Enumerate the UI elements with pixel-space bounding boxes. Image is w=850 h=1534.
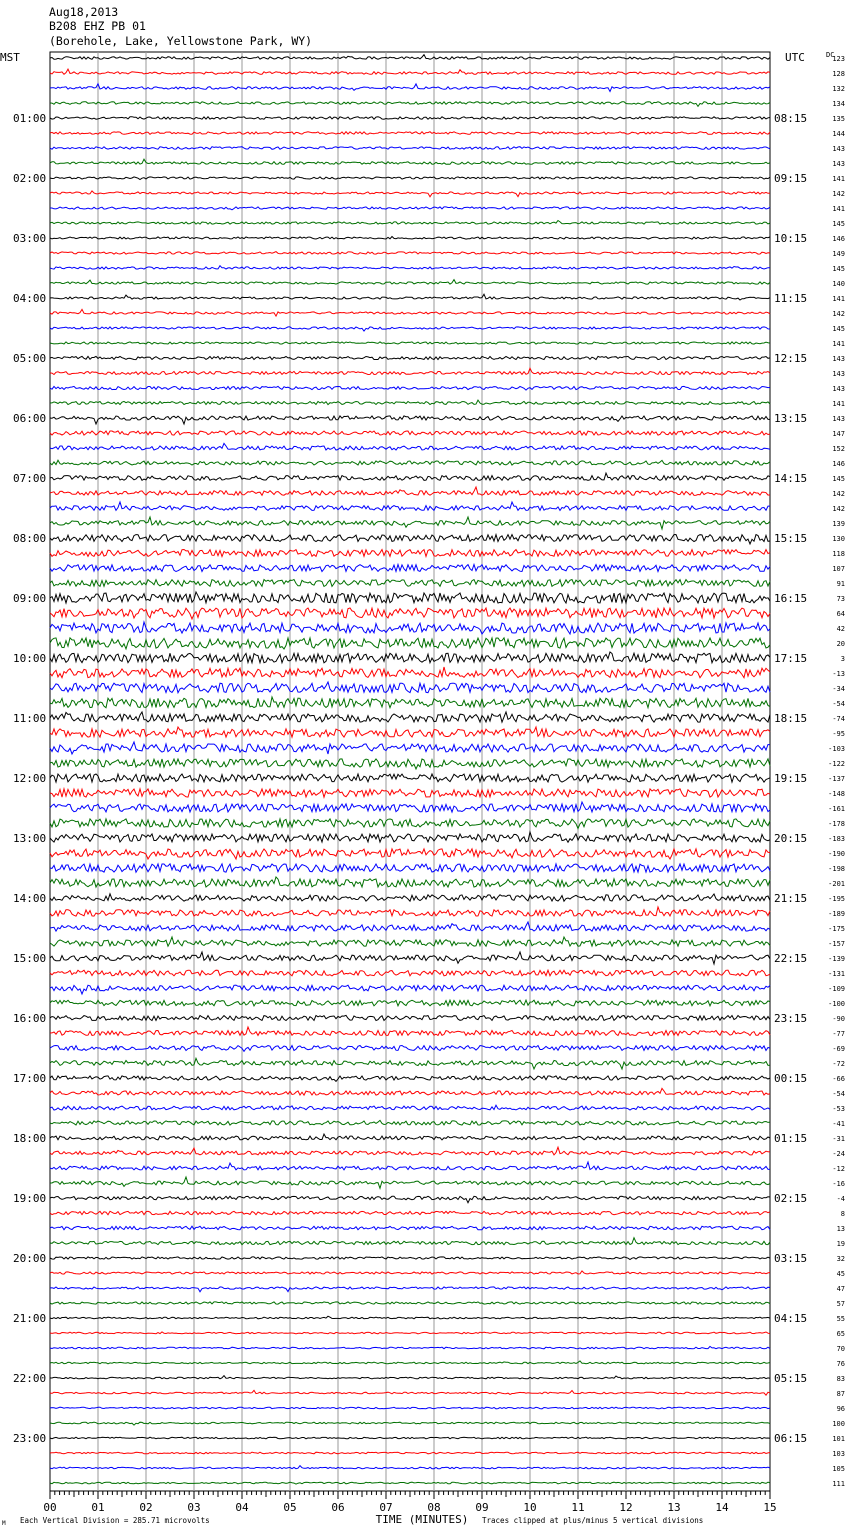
dc-offset-label: -69 [832,1045,845,1053]
dc-offset-label: 147 [832,430,845,438]
mst-hour-label: 19:00 [13,1192,47,1205]
trace-line [50,342,770,344]
trace-line [50,1000,770,1006]
dc-offset-label: 70 [836,1345,845,1353]
dc-offset-label: -190 [828,850,845,858]
time-tick-label: 06 [331,1501,345,1514]
trace-line [50,1211,770,1215]
dc-offset-label: -31 [832,1135,845,1143]
trace-line [50,1177,770,1188]
dc-offset-label: 145 [832,475,845,483]
dc-offset-label: 47 [836,1285,845,1293]
trace-line [50,1257,770,1260]
time-tick-label: 15 [763,1501,777,1514]
dc-offset-label: 19 [836,1240,845,1248]
trace-line [50,177,770,180]
trace-line [50,907,770,916]
time-tick-label: 04 [235,1501,249,1514]
dc-offset-label: 149 [832,250,845,258]
time-tick-label: 14 [715,1501,729,1514]
utc-hour-label: 23:15 [774,1012,808,1025]
dc-offset-label: 132 [832,85,845,93]
utc-hour-label: 19:15 [774,772,808,785]
mst-hour-label: 18:00 [13,1132,47,1145]
dc-offset-label: -195 [828,895,845,903]
trace-line [50,55,770,60]
dc-offset-label: 141 [832,340,845,348]
trace-line [50,1238,770,1245]
utc-hour-label: 09:15 [774,172,808,185]
utc-hour-label: 10:15 [774,232,808,245]
trace-line [50,1015,770,1020]
trace-line [50,84,770,92]
trace-line [50,386,770,390]
mst-hour-label: 15:00 [13,952,47,965]
dc-offset-label: -103 [828,745,845,753]
trace-line [50,207,770,210]
trace-line [50,832,770,842]
dc-offset-label: -66 [832,1075,845,1083]
date-label: Aug18,2013 [49,5,119,19]
dc-offset-label: 8 [840,1210,845,1218]
dc-offset-label: 146 [832,460,845,468]
dc-offset-label: 42 [836,625,845,633]
trace-line [50,473,770,480]
trace-line [50,638,770,649]
dc-offset-label: 135 [832,115,845,123]
utc-hour-label: 14:15 [774,472,808,485]
trace-line [50,652,770,663]
utc-hour-label: 06:15 [774,1432,808,1445]
trace-line [50,789,770,797]
utc-hour-label: 00:15 [774,1072,808,1085]
trace-line [50,1120,770,1125]
dc-offset-label: 123 [832,55,845,63]
time-tick-label: 11 [571,1501,585,1514]
footer-scale-note: Each Vertical Division = 285.71 microvolts [20,1516,210,1525]
trace-line [50,1271,770,1274]
time-tick-label: 01 [91,1501,105,1514]
trace-line [50,937,770,946]
utc-hour-label: 05:15 [774,1372,808,1385]
time-tick-label: 00 [43,1501,57,1514]
trace-line [50,400,770,405]
trace-line [50,266,770,269]
trace-line [50,1196,770,1203]
mst-hour-label: 09:00 [13,592,47,605]
trace-line [50,774,770,782]
mst-hour-label: 04:00 [13,292,47,305]
trace-line [50,1390,770,1395]
trace-line [50,608,770,619]
mst-hour-label: 22:00 [13,1372,47,1385]
dc-offset-label: -74 [832,715,845,723]
dc-offset-label: 45 [836,1270,845,1278]
dc-offset-label: 13 [836,1225,845,1233]
dc-offset-label: 73 [836,595,845,603]
trace-line [50,460,770,465]
dc-offset-label: 100 [832,1420,845,1428]
mst-hour-label: 16:00 [13,1012,47,1025]
dc-offset-label: 152 [832,445,845,453]
dc-offset-label: 140 [832,280,845,288]
utc-hour-label: 13:15 [774,412,808,425]
mst-hour-label: 17:00 [13,1072,47,1085]
time-tick-label: 09 [475,1501,489,1514]
dc-offset-label: -77 [832,1030,845,1038]
dc-offset-label: -148 [828,790,845,798]
dc-offset-label: -54 [832,700,845,708]
trace-line [50,1226,770,1230]
dc-offset-label: 141 [832,295,845,303]
utc-hour-label: 03:15 [774,1252,808,1265]
trace-line [50,550,770,557]
dc-offset-label: -72 [832,1060,845,1068]
trace-line [50,517,770,529]
utc-hour-label: 22:15 [774,952,808,965]
utc-hour-label: 20:15 [774,832,808,845]
trace-line [50,102,770,107]
trace-line [50,1105,770,1110]
mst-hour-label: 08:00 [13,532,47,545]
trace-line [50,147,770,150]
dc-offset-label: -13 [832,670,845,678]
mst-hour-label: 01:00 [13,112,47,125]
utc-hour-label: 08:15 [774,112,808,125]
utc-hour-label: 17:15 [774,652,808,665]
time-tick-label: 07 [379,1501,393,1514]
utc-label: UTC [785,51,805,64]
dc-offset-label: 3 [840,655,845,663]
dc-offset-label: 83 [836,1375,845,1383]
trace-line [50,1466,770,1469]
dc-offset-label: -131 [828,970,845,978]
dc-offset-label: 76 [836,1360,845,1368]
dc-offset-label: 103 [832,1450,845,1458]
trace-line [50,280,770,285]
dc-offset-label: 143 [832,415,845,423]
trace-line [50,970,770,976]
station-label: B208 EHZ PB 01 [49,19,146,33]
utc-hour-label: 18:15 [774,712,808,725]
trace-line [50,309,770,316]
trace-line [50,294,770,300]
dc-offset-label: -24 [832,1150,845,1158]
trace-line [50,742,770,754]
dc-offset-label: -54 [832,1090,845,1098]
dc-offset-label: 134 [832,100,845,108]
dc-offset-label: -183 [828,835,845,843]
dc-offset-label: -95 [832,730,845,738]
time-tick-label: 02 [139,1501,153,1514]
mst-hour-label: 13:00 [13,832,47,845]
trace-line [50,922,770,931]
dc-offset-label: 87 [836,1390,845,1398]
trace-line [50,1482,770,1484]
dc-offset-label: -122 [828,760,845,768]
dc-offset-label: 145 [832,265,845,273]
trace-line [50,802,770,812]
trace-line [50,985,770,994]
dc-offset-label: 128 [832,70,845,78]
dc-offset-label: -178 [828,820,845,828]
trace-line [50,697,770,708]
dc-offset-label: -4 [836,1195,845,1203]
dc-offset-label: 144 [832,130,845,138]
trace-line [50,682,770,693]
location-label: (Borehole, Lake, Yellowstone Park, WY) [49,34,313,48]
dc-offset-label: -175 [828,925,845,933]
dc-offset-label: 64 [836,610,845,618]
dc-offset-label: 101 [832,1435,845,1443]
trace-line [50,221,770,225]
dc-offset-label: 96 [836,1405,845,1413]
dc-offset-label: 143 [832,370,845,378]
time-tick-label: 08 [427,1501,441,1514]
trace-line [50,1134,770,1140]
mst-hour-label: 10:00 [13,652,47,665]
trace-line [50,132,770,135]
trace-line [50,356,770,359]
utc-hour-label: 21:15 [774,892,808,905]
dc-offset-label: -157 [828,940,845,948]
dc-offset-label: 91 [836,580,845,588]
dc-offset-label: 141 [832,205,845,213]
trace-line [50,565,770,572]
trace-line [50,712,770,722]
dc-offset-label: -41 [832,1120,845,1128]
trace-line [50,819,770,829]
trace-line [50,1027,770,1036]
mst-label: MST [0,51,20,64]
utc-hour-label: 01:15 [774,1132,808,1145]
mst-hour-label: 06:00 [13,412,47,425]
utc-hour-label: 15:15 [774,532,808,545]
trace-line [50,1346,770,1348]
dc-offset-label: 143 [832,385,845,393]
dc-offset-label: -189 [828,910,845,918]
x-axis-label: TIME (MINUTES) [375,1513,469,1526]
trace-line [50,727,770,737]
dc-offset-label: 143 [832,145,845,153]
mst-hour-label: 23:00 [13,1432,47,1445]
trace-line [50,487,770,495]
dc-offset-label: 20 [836,640,845,648]
trace-line [50,1076,770,1082]
trace-line [50,443,770,450]
time-tick-label: 10 [523,1501,537,1514]
trace-line [50,1452,770,1454]
mst-hour-label: 14:00 [13,892,47,905]
time-tick-label: 13 [667,1501,681,1514]
dc-offset-label: 57 [836,1300,845,1308]
utc-hour-label: 12:15 [774,352,808,365]
dc-offset-label: 105 [832,1465,845,1473]
trace-line [50,1407,770,1409]
dc-offset-label: -12 [832,1165,845,1173]
trace-line [50,592,770,603]
trace-line [50,416,770,424]
dc-offset-label: -137 [828,775,845,783]
dc-offset-label: -139 [828,955,845,963]
corner-mark: M [2,1520,6,1527]
utc-hour-label: 11:15 [774,292,808,305]
dc-offset-label: -16 [832,1180,845,1188]
utc-hour-label: 16:15 [774,592,808,605]
trace-line [50,69,770,74]
mst-hour-label: 07:00 [13,472,47,485]
trace-line [50,237,770,240]
trace-line [50,1287,770,1292]
trace-line [50,1046,770,1052]
mst-hour-label: 20:00 [13,1252,47,1265]
trace-line [50,759,770,769]
footer-clip-note: Traces clipped at plus/minus 5 vertical divisions [482,1516,704,1525]
trace-line [50,1162,770,1170]
utc-hour-label: 04:15 [774,1312,808,1325]
dc-offset-label: 107 [832,565,845,573]
dc-offset-label: -201 [828,880,845,888]
dc-label: DC [826,51,835,59]
dc-offset-label: 139 [832,520,845,528]
trace-line [50,1376,770,1379]
dc-offset-label: -100 [828,1000,845,1008]
utc-hour-label: 02:15 [774,1192,808,1205]
time-tick-label: 05 [283,1501,297,1514]
trace-line [50,1058,770,1069]
trace-line [50,1088,770,1095]
trace-line [50,252,770,255]
trace-line [50,894,770,901]
trace-line [50,849,770,859]
trace-line [50,864,770,872]
trace-line [50,117,770,120]
dc-offset-label: 141 [832,175,845,183]
trace-line [50,622,770,634]
trace-line [50,1361,770,1364]
mst-hour-label: 03:00 [13,232,47,245]
mst-hour-label: 12:00 [13,772,47,785]
dc-offset-label: 130 [832,535,845,543]
dc-offset-label: 142 [832,505,845,513]
trace-line [50,1302,770,1304]
dc-offset-label: 143 [832,160,845,168]
trace-line [50,1332,770,1334]
dc-offset-label: -34 [832,685,845,693]
dc-offset-label: -53 [832,1105,845,1113]
mst-hour-label: 02:00 [13,172,47,185]
dc-offset-label: 143 [832,355,845,363]
trace-line [50,1316,770,1319]
dc-offset-label: 145 [832,220,845,228]
trace-line [50,580,770,587]
trace-line [50,535,770,545]
trace-line [50,368,770,374]
dc-offset-label: 65 [836,1330,845,1338]
dc-offset-label: 118 [832,550,845,558]
dc-offset-label: 55 [836,1315,845,1323]
trace-line [50,191,770,197]
time-tick-label: 12 [619,1501,633,1514]
trace-line [50,1422,770,1425]
dc-offset-label: -198 [828,865,845,873]
trace-line [50,667,770,678]
trace-line [50,159,770,164]
dc-offset-label: 145 [832,325,845,333]
mst-hour-label: 11:00 [13,712,47,725]
dc-offset-label: 32 [836,1255,845,1263]
dc-offset-label: 111 [832,1480,845,1488]
trace-line [50,502,770,510]
trace-line [50,952,770,964]
mst-hour-label: 21:00 [13,1312,47,1325]
trace-line [50,327,770,331]
trace-line [50,431,770,435]
time-tick-label: 03 [187,1501,201,1514]
dc-offset-label: -161 [828,805,845,813]
dc-offset-label: 141 [832,400,845,408]
dc-offset-label: -90 [832,1015,845,1023]
mst-hour-label: 05:00 [13,352,47,365]
trace-line [50,1437,770,1439]
dc-offset-label: 142 [832,490,845,498]
trace-line [50,1147,770,1155]
dc-offset-label: -109 [828,985,845,993]
trace-line [50,877,770,887]
dc-offset-label: 142 [832,310,845,318]
dc-offset-label: 142 [832,190,845,198]
dc-offset-label: 146 [832,235,845,243]
